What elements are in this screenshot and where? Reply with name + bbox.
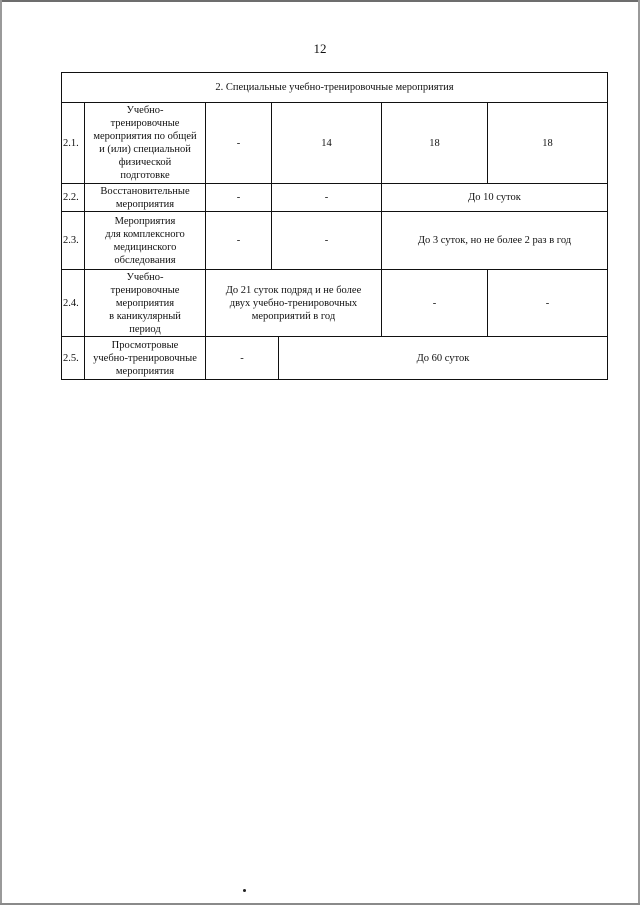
value-cell <box>205 336 279 380</box>
value-cell <box>205 183 272 212</box>
value-cell <box>487 102 608 184</box>
value-cell <box>271 183 382 212</box>
row-number-cell <box>61 211 85 270</box>
section-title-cell <box>61 72 608 103</box>
value-cell <box>271 211 382 270</box>
value-cell <box>205 102 272 184</box>
merged-value-cell <box>381 211 608 270</box>
event-name: Восстановительные мероприятия <box>100 185 190 210</box>
event-name-cell <box>84 211 206 270</box>
scan-speck <box>243 889 246 892</box>
row-number: 2.3. <box>63 235 79 246</box>
value-text: - <box>236 192 241 203</box>
event-name-cell <box>84 269 206 337</box>
merged-value-cell <box>205 269 382 337</box>
row-number: 2.2. <box>63 192 79 203</box>
event-name: Учебно- тренировочные мероприятия по общей и (или) специальной физической подготовке <box>93 105 197 181</box>
page-number: 12 <box>313 41 327 56</box>
value-text: До 60 суток <box>416 352 470 364</box>
value-text: До 21 суток подряд и не более двух учебно-тренировочных мероприятий в год <box>225 284 362 322</box>
value-cell <box>271 102 382 184</box>
value-cell <box>205 211 272 270</box>
event-name: Мероприятия для комплексного медицинского обследования <box>105 215 185 266</box>
value-cell <box>487 269 608 337</box>
row-number-cell <box>61 336 85 380</box>
row-number: 2.1. <box>63 137 79 149</box>
event-name: Учебно- тренировочные мероприятия в каникулярный период <box>109 271 181 335</box>
value-text: - <box>236 137 241 149</box>
value-text: До 10 суток <box>468 192 521 203</box>
value-cell <box>381 269 488 337</box>
scan-edge-left <box>0 0 2 905</box>
merged-value-cell <box>381 183 608 212</box>
row-number-cell <box>61 183 85 212</box>
row-number-cell <box>61 102 85 184</box>
value-text: 18 <box>429 137 440 149</box>
value-text: 18 <box>542 137 553 149</box>
scan-edge-top <box>0 0 640 2</box>
value-text: - <box>240 352 244 364</box>
event-name-cell <box>84 102 206 184</box>
event-name-cell <box>84 183 206 212</box>
row-number: 2.5. <box>63 352 79 364</box>
value-text: - <box>324 235 329 246</box>
value-cell <box>381 102 488 184</box>
section-title: 2. Специальные учебно-тренировочные мероприятия <box>215 82 454 93</box>
event-name: Просмотровые учебно-тренировочные мероприятия <box>93 339 197 377</box>
value-text: - <box>432 297 437 309</box>
row-number-cell <box>61 269 85 337</box>
value-text: - <box>545 297 550 309</box>
row-number: 2.4. <box>63 297 79 309</box>
event-name-cell <box>84 336 206 380</box>
value-text: 14 <box>321 137 332 149</box>
value-text: - <box>236 235 241 246</box>
value-text: До 3 суток, но не более 2 раз в год <box>417 235 572 246</box>
merged-value-cell <box>278 336 608 380</box>
value-text: - <box>324 192 329 203</box>
